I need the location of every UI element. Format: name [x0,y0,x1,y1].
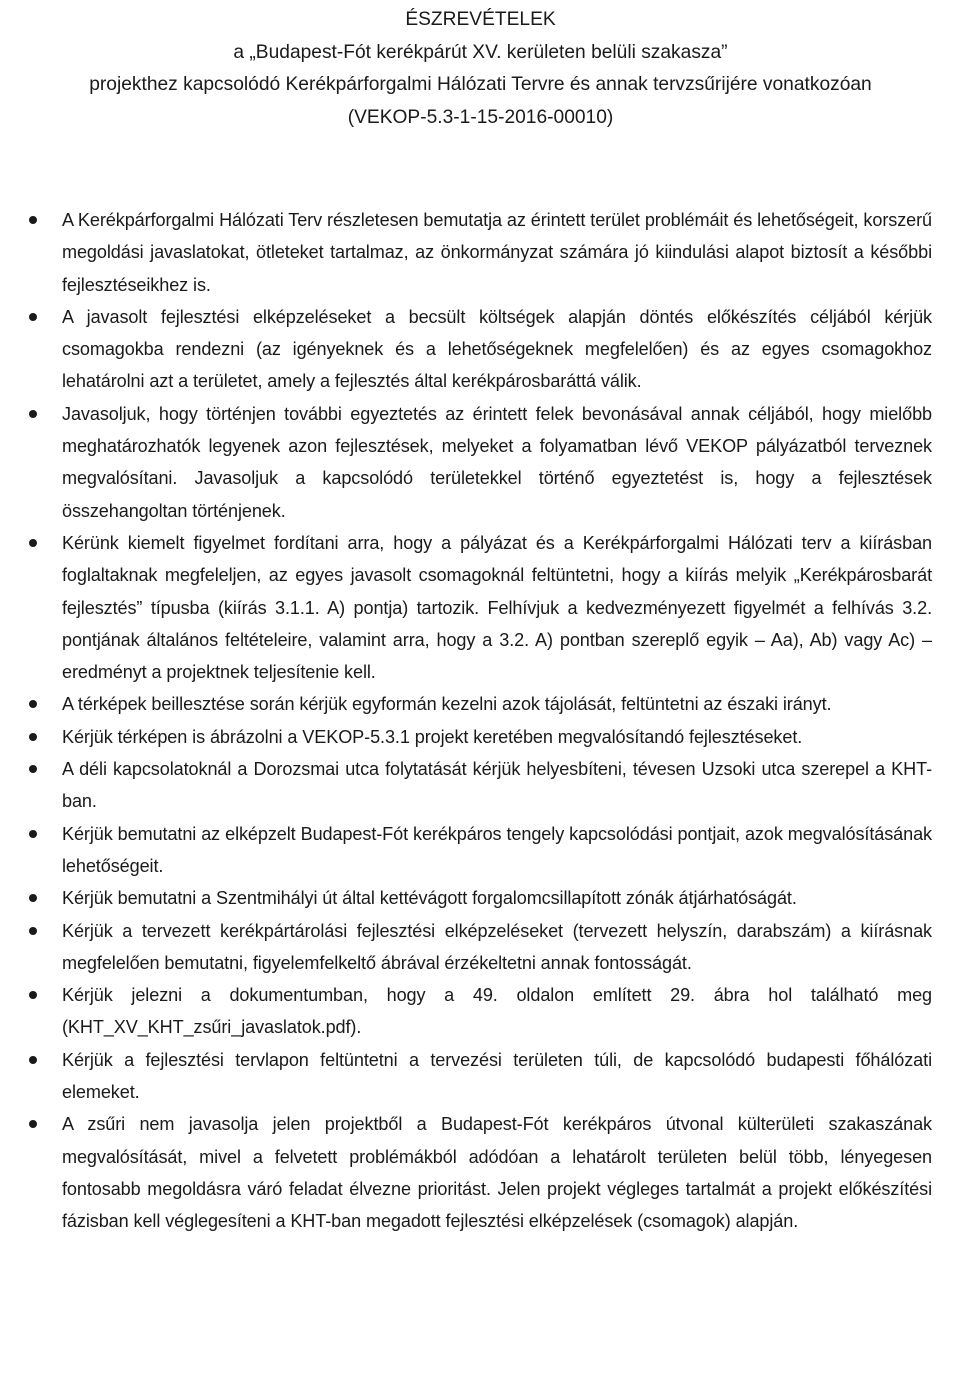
bullet-icon [27,915,41,947]
bullet-icon [27,882,41,914]
list-item-text: A javasolt fejlesztési elképzeléseket a becsült költségek alapján döntés előkészítés céljából kérjük csomagokba rendezni (az igényeknek és a lehetőségeknek megfelelően) és az egyes csomagokhoz lehatárolni azt a területet, amely a fejlesztés által kerékpárosbaráttá válik. [62,306,932,392]
bullet-icon [27,688,41,720]
list-item-text: A térképek beillesztése során kérjük egyformán kezelni azok tájolását, feltüntetni az északi irányt. [62,694,832,715]
bullet-icon [27,979,41,1011]
list-item [0,818,961,883]
list-item-text: Kérünk kiemelt figyelmet fordítani arra, hogy a pályázat és a Kerékpárforgalmi Hálózati terv a kiírásban foglaltaknak megfeleljen, az egyes javasolt csomagoknál feltüntetni, hogy a kiírás melyik „Kerékpárosbarát fejlesztés” típusba (kiírás 3.1.1. A) pontja) tartozik. Felhívjuk a kedvezményezett figyelmét a felhívás 3.2. pontjának általános feltételeire, valamint arra, hogy a 3.2. A) pontban szereplő egyik – Aa), Ab) vagy Ac) – eredményt a projektnek teljesítenie kell. [62,532,932,683]
document-title: ÉSZREVÉTELEK [405,9,556,30]
bullet-icon [27,753,41,785]
list-item-text: Kérjük bemutatni a Szentmihályi út által kettévágott forgalomcsillapított zónák átjárhatóságát. [62,888,797,909]
list-item-text: Kérjük térképen is ábrázolni a VEKOP-5.3.1 projekt keretében megvalósítandó fejlesztéseket. [62,726,803,747]
bullet-icon [27,721,41,753]
list-item [0,753,961,818]
list-item-text: Kérjük bemutatni az elképzelt Budapest-Fót kerékpáros tengely kapcsolódási pontjait, azok megvalósításának lehetőségeit. [62,823,932,876]
list-item [0,1108,961,1237]
header-project-code: (VEKOP-5.3-1-15-2016-00010) [347,106,614,128]
list-item-text: A Kerékpárforgalmi Hálózati Terv részletesen bemutatja az érintett terület problémáit és lehetőségeit, korszerű megoldási javaslatokat, ötleteket tartalmaz, az önkormányzat számára jó kiindulási alapot biztosít a későbbi fejlesztéseikhez is. [62,210,932,295]
bullet-icon [27,204,41,236]
list-item [0,301,961,398]
bullet-icon [27,818,41,850]
list-item-text: A zsűri nem javasolja jelen projektből a Budapest-Fót kerékpáros útvonal külterületi szakaszának megvalósítását, mivel a felvetett problémákból adódóan a lehatárolt területen belül több, lényegesen fontosabb megoldásra váró feladat élvezne prioritást. Jelen projekt végleges tartalmát a projekt előkészítési fázisban kell véglegesíteni a KHT-ban megadott fejlesztési elképzelések (csomagok) alapján. [62,1114,932,1232]
header-subtitle-line-2: projekthez kapcsolódó Kerékpárforgalmi Hálózati Tervre és annak tervzsűrijére vonatkozóan [89,74,872,95]
list-item [0,398,961,527]
list-item-text: Javasoljuk, hogy történjen további egyeztetés az érintett felek bevonásával annak céljából, hogy mielőbb meghatározhatók legyenek azon fejlesztések, melyeket a folyamatban lévő VEKOP pályázatból terveznek megvalósítani. Javasoljuk a kapcsolódó területekkel történő egyeztetést is, hogy a fejlesztések összehangoltan történjenek. [62,403,932,521]
bullet-icon [27,301,41,333]
header-subtitle-line-1: a „Budapest-Fót kerékpárút XV. kerületen belüli szakasza” [233,41,728,63]
remarks-list [0,204,961,1238]
list-item-text: Kérjük jelezni a dokumentumban, hogy a 49. oldalon említett 29. ábra hol található meg (KHT_XV_KHT_zsűri_javaslatok.pdf). [62,985,932,1038]
document-header [0,4,961,134]
bullet-icon [27,1044,41,1076]
bullet-icon [27,398,41,430]
list-item [0,688,961,720]
list-item-text: A déli kapcsolatoknál a Dorozsmai utca folytatását kérjük helyesbíteni, tévesen Uzsoki utca szerepel a KHT-ban. [62,759,932,812]
list-item [0,882,961,914]
bullet-icon [27,527,41,559]
list-item [0,204,961,301]
list-item [0,527,961,688]
list-item [0,915,961,980]
list-item [0,721,961,753]
list-item [0,1044,961,1109]
list-item-text: Kérjük a fejlesztési tervlapon feltüntetni a tervezési területen túli, de kapcsolódó budapesti főhálózati elemeket. [62,1049,932,1103]
list-item-text: Kérjük a tervezett kerékpártárolási fejlesztési elképzeléseket (tervezett helyszín, darabszám) a kiírásnak megfelelően bemutatni, figyelemfelkeltő ábrával érzékeltetni annak fontosságát. [62,920,932,973]
list-item [0,979,961,1044]
bullet-icon [27,1108,41,1140]
